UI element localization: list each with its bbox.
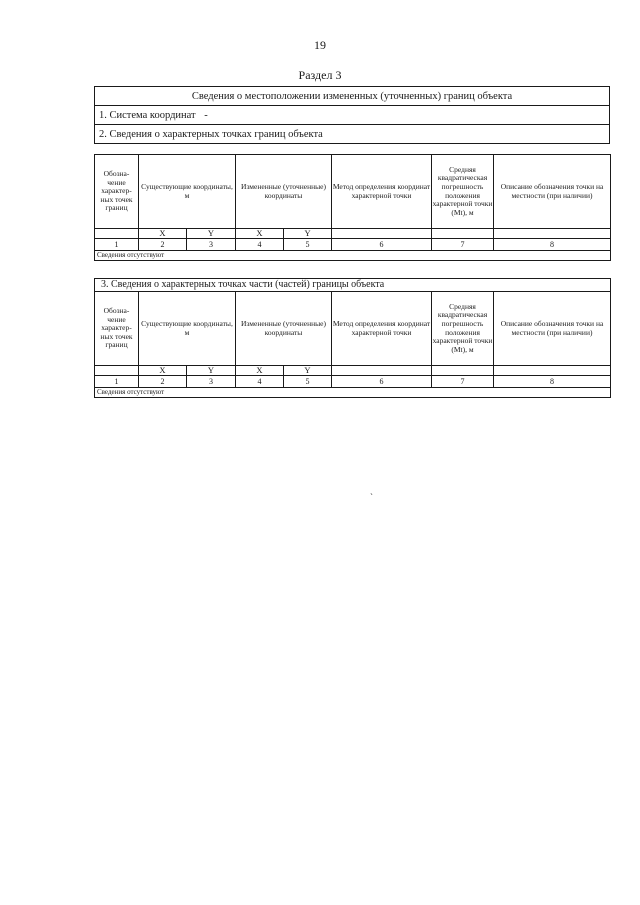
subheader-empty xyxy=(332,229,432,239)
boundaries-title: Сведения о местоположении измененных (уточненных) границ объекта xyxy=(95,87,610,106)
col-description: Описание обозначения точки на местности (при наличии) xyxy=(494,292,611,366)
subheader-y: Y xyxy=(187,229,236,239)
col-mean-error: Средняя квадратическая погрешность положения характерной точки (Mt), м xyxy=(432,155,494,229)
col-mean-error: Средняя квадратическая погрешность положения характерной точки (Mt), м xyxy=(432,292,494,366)
subheader-x: X xyxy=(236,229,284,239)
subheader-y: Y xyxy=(187,366,236,376)
column-number: 5 xyxy=(284,376,332,388)
subheader-y: Y xyxy=(284,366,332,376)
column-number: 8 xyxy=(494,239,611,251)
coordinate-system-value: - xyxy=(204,109,208,121)
column-number: 5 xyxy=(284,239,332,251)
column-number: 2 xyxy=(139,376,187,388)
section-title: Раздел 3 xyxy=(298,68,342,82)
column-number: 1 xyxy=(95,239,139,251)
subheader-x: X xyxy=(236,366,284,376)
subheader-empty xyxy=(432,229,494,239)
parts-points-title: 3. Сведения о характерных точках части (частей) границы объекта xyxy=(95,279,611,292)
column-number: 4 xyxy=(236,376,284,388)
column-number: 8 xyxy=(494,376,611,388)
col-existing-coords: Существующие координаты, м xyxy=(139,292,236,366)
subheader-empty xyxy=(95,366,139,376)
subheader-y: Y xyxy=(284,229,332,239)
column-number: 1 xyxy=(95,376,139,388)
no-data-row: Сведения отсутствуют xyxy=(95,388,611,398)
subheader-empty xyxy=(494,366,611,376)
subheader-x: X xyxy=(139,229,187,239)
scan-mark: ˏ xyxy=(370,485,373,495)
subheader-empty xyxy=(432,366,494,376)
coordinate-system-label: 1. Система координат xyxy=(99,109,196,121)
col-method: Метод определения координат характерной точки xyxy=(332,292,432,366)
subheader-x: X xyxy=(139,366,187,376)
page-number: 19 xyxy=(314,38,326,52)
no-data-row: Сведения отсутствуют xyxy=(95,251,611,261)
subheader-empty xyxy=(332,366,432,376)
column-number: 7 xyxy=(432,239,494,251)
col-existing-coords: Существующие координаты, м xyxy=(139,155,236,229)
column-number: 3 xyxy=(187,239,236,251)
col-designation: Обозна-чение характер-ных точек границ xyxy=(95,292,139,366)
column-number: 6 xyxy=(332,239,432,251)
boundary-points-table xyxy=(94,154,611,261)
column-number: 2 xyxy=(139,239,187,251)
subheader-empty xyxy=(95,229,139,239)
coordinate-system-row xyxy=(95,106,610,125)
column-number: 6 xyxy=(332,376,432,388)
column-number: 7 xyxy=(432,376,494,388)
col-description: Описание обозначения точки на местности (при наличии) xyxy=(494,155,611,229)
parts-points-table xyxy=(94,278,611,398)
col-designation: Обозна-чение характер-ных точек границ xyxy=(95,155,139,229)
section-header-table xyxy=(94,86,610,144)
column-number: 4 xyxy=(236,239,284,251)
col-changed-coords: Измененные (уточненные) координаты xyxy=(236,155,332,229)
boundary-points-title: 2. Сведения о характерных точках границ объекта xyxy=(95,125,610,144)
subheader-empty xyxy=(494,229,611,239)
col-method: Метод определения координат характерной точки xyxy=(332,155,432,229)
column-number: 3 xyxy=(187,376,236,388)
col-changed-coords: Измененные (уточненные) координаты xyxy=(236,292,332,366)
